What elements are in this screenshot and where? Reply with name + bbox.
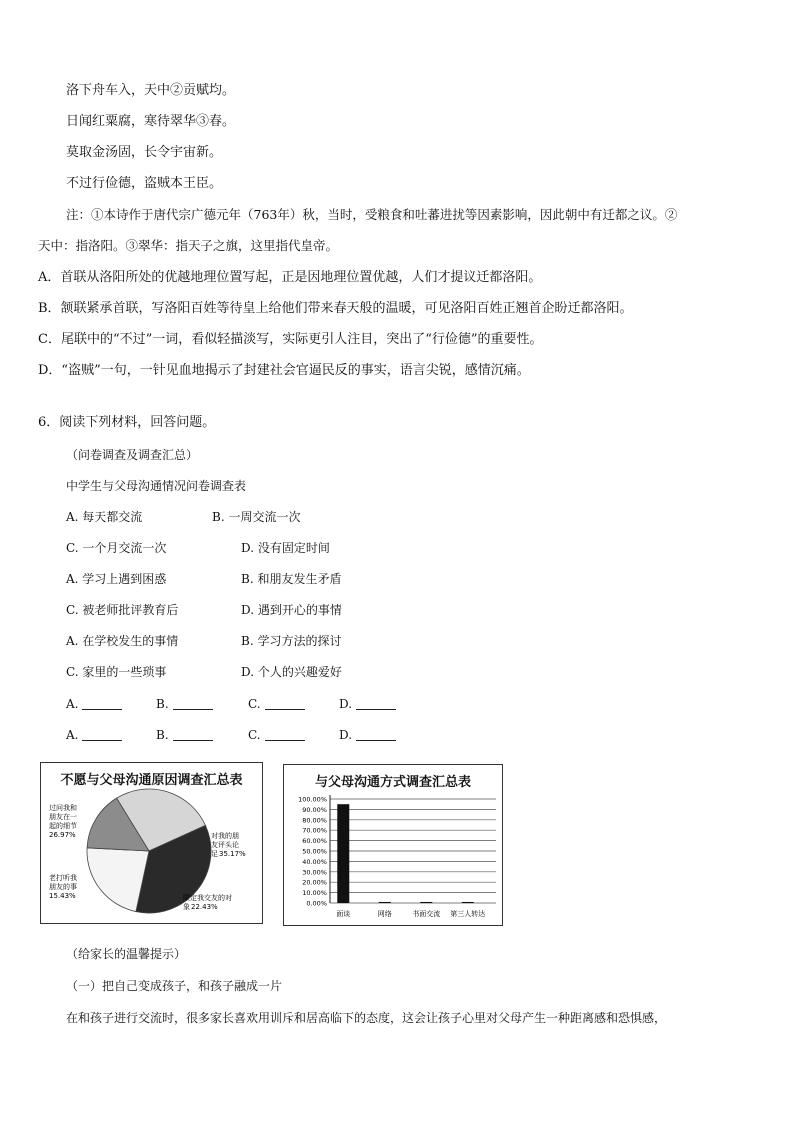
survey-option: D. 没有固定时间: [241, 541, 330, 555]
survey-header: （问卷调查及调查汇总）: [66, 448, 199, 462]
pie-chart-plot: [41, 763, 262, 923]
answer-blank[interactable]: B.: [156, 695, 213, 713]
y-tick-label: 10.00%: [302, 889, 327, 898]
bar-chart: [283, 764, 503, 926]
survey-option: B. 学习方法的探讨: [241, 634, 342, 648]
poem-line-2: 日闻红粟腐，寒待翠华③春。: [66, 114, 236, 129]
survey-title: 中学生与父母沟通情况问卷调查表: [66, 479, 247, 493]
pie-label-line: 足: [211, 850, 218, 858]
y-tick-label: 70.00%: [302, 826, 327, 835]
pie-label-line: 象: [183, 903, 190, 911]
y-tick-label: 50.00%: [302, 847, 327, 856]
y-tick-label: 0.00%: [306, 899, 327, 908]
survey-option: B. 一周交流一次: [212, 510, 301, 524]
pie-label-line: 起的细节: [49, 822, 77, 830]
answer-blank[interactable]: D.: [339, 726, 396, 744]
pie-value-label: 35.17%: [219, 850, 246, 858]
bar: [420, 902, 432, 903]
survey-option: A. 每天都交流: [66, 510, 143, 524]
parent-header: （给家长的温馨提示）: [66, 947, 187, 961]
bar-chart-title: 与父母沟通方式调查汇总表: [314, 775, 471, 790]
y-tick-label: 20.00%: [302, 878, 327, 887]
pie-label-line: 过问我和: [49, 804, 77, 812]
pie-value-label: 26.97%: [49, 831, 76, 839]
y-tick-label: 30.00%: [302, 868, 327, 877]
answer-blank[interactable]: D.: [339, 695, 396, 713]
answer-blank[interactable]: A.: [66, 726, 122, 744]
option-c: C．尾联中的“不过”一词，看似轻描淡写，实际更引人注目，突出了“行俭德”的重要性。: [38, 332, 543, 347]
answer-blank[interactable]: C.: [248, 695, 305, 713]
bar: [379, 902, 391, 903]
option-d: D．“盗贼”一句，一针见血地揭示了封建社会官逼民反的事实，语言尖锐，感情沉痛。: [38, 363, 530, 378]
survey-option: B. 和朋友发生矛盾: [241, 572, 342, 586]
answer-blank[interactable]: C.: [248, 726, 305, 744]
bar: [462, 902, 474, 903]
pie-value-label: 15.43%: [49, 892, 76, 900]
note-line-2: 天中：指洛阳。③翠华：指天子之旗，这里指代皇帝。: [38, 238, 339, 253]
poem-line-4: 不过行俭德，盗贼本王臣。: [66, 176, 223, 191]
tip-1-text: 在和孩子进行交流时，很多家长喜欢用训斥和居高临下的态度，这会让孩子心里对父母产生一种距离感和恐惧感，: [66, 1011, 667, 1025]
question-6-title: 6．阅读下列材料，回答问题。: [38, 415, 216, 430]
answer-blank[interactable]: B.: [156, 726, 213, 744]
survey-option: C. 被老师批评教育后: [66, 603, 179, 617]
x-tick-label: 第三人转达: [450, 910, 486, 918]
bar-chart-plot: [284, 765, 502, 925]
y-tick-label: 90.00%: [302, 805, 327, 814]
y-tick-label: 80.00%: [302, 816, 327, 825]
x-tick-label: 网络: [377, 910, 392, 918]
y-tick-label: 60.00%: [302, 837, 327, 846]
pie-label-line: 限定我交友的对: [183, 894, 232, 902]
x-tick-label: 面谈: [336, 910, 351, 918]
option-a: A．首联从洛阳所处的优越地理位置写起，正是因地理位置优越，人们才提议迁都洛阳。: [38, 270, 542, 285]
poem-line-3: 莫取金汤固，长令宇宙新。: [66, 145, 223, 160]
survey-option: D. 遇到开心的事情: [241, 603, 342, 617]
x-tick-label: 书面交流: [412, 910, 441, 918]
survey-option: C. 家里的一些琐事: [66, 665, 167, 679]
survey-option: A. 学习上遇到困惑: [66, 572, 167, 586]
survey-option: D. 个人的兴趣爱好: [241, 665, 342, 679]
bar: [337, 804, 349, 903]
pie-label-line: 老打听我: [49, 874, 77, 882]
y-tick-label: 100.00%: [298, 795, 327, 804]
note-line-1: 注：①本诗作于唐代宗广德元年（763年）秋，当时，受粮食和吐蕃进扰等因素影响，因此朝中有迁都之议。②: [66, 207, 678, 222]
poem-line-1: 洛下舟车入，天中②贡赋均。: [66, 83, 236, 98]
survey-option: A. 在学校发生的事情: [66, 634, 179, 648]
pie-label-line: 对我的朋: [211, 832, 239, 840]
tip-1-title: （一）把自己变成孩子，和孩子融成一片: [66, 979, 283, 993]
pie-chart: [40, 762, 263, 924]
y-tick-label: 40.00%: [302, 857, 327, 866]
pie-value-label: 22.43%: [191, 903, 218, 911]
answer-blank[interactable]: A.: [66, 695, 122, 713]
option-b: B．颔联紧承首联，写洛阳百姓等待皇上给他们带来春天般的温暖，可见洛阳百姓正翘首企盼迁都洛阳。: [38, 301, 633, 316]
pie-chart-title: 不愿与父母沟通原因调查汇总表: [60, 773, 243, 788]
pie-label-line: 朋友的事: [49, 883, 77, 891]
survey-option: C. 一个月交流一次: [66, 541, 167, 555]
pie-label-line: 朋友在一: [49, 813, 77, 821]
pie-label-line: 友评头论: [211, 841, 239, 849]
